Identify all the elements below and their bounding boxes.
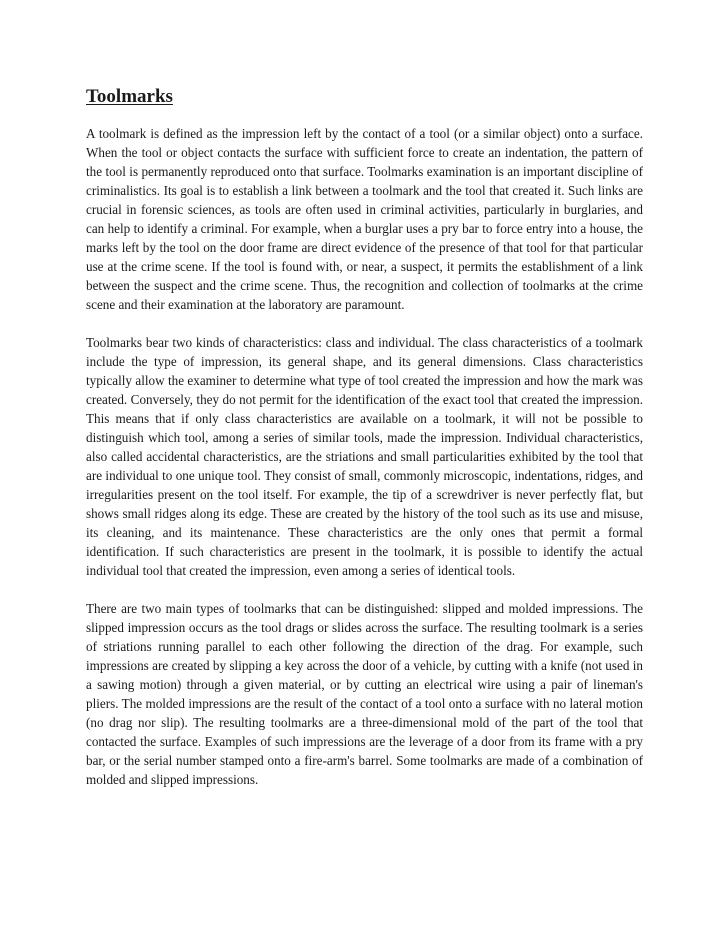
document-title: Toolmarks xyxy=(86,86,173,107)
paragraph-definition: A toolmark is defined as the impression left by the contact of a tool (or a similar object) onto a surface. When the tool or object contacts the surface with sufficient force to create an indentation, the pattern of the tool is permanently reproduced onto that surface. Toolmarks examination is an important discipline of criminalistics. Its goal is to establish a link between a toolmark and the tool that created it. Such links are crucial in forensic sciences, as tools are often used in criminal activities, particularly in burglaries, and can help to identify a criminal. For example, when a burglar uses a pry bar to force entry into a house, the marks left by the tool on the door frame are direct evidence of the presence of that tool for that particular use at the crime scene. If the tool is found with, or near, a suspect, it permits the establishment of a link between the suspect and the crime scene. Thus, the recognition and collection of toolmarks at the crime scene and their examination at the laboratory are paramount. xyxy=(86,126,643,312)
document-page xyxy=(86,84,643,808)
paragraph-characteristics: Toolmarks bear two kinds of characteristics: class and individual. The class characteristics of a toolmark include the type of impression, its general shape, and its general dimensions. Class characteristics typically allow the examiner to determine what type of tool created the impression and how the mark was created. Conversely, they do not permit for the identification of the exact tool that created the impression. This means that if only class characteristics are available on a toolmark, it will not be possible to distinguish which tool, among a series of similar tools, made the impression. Individual characteristics, also called accidental characteristics, are the striations and small particularities exhibited by the tool that are individual to one unique tool. They consist of small, commonly microscopic, indentations, ridges, and irregularities present on the tool itself. For example, the tip of a screwdriver is never perfectly flat, but shows small ridges along its edge. These are created by the history of the tool such as its use and misuse, its cleaning, and its maintenance. These characteristics are the only ones that permit a formal identification. If such characteristics are present in the toolmark, it is possible to identify the actual individual tool that created the impression, even among a series of identical tools. xyxy=(86,335,643,578)
paragraph-types: There are two main types of toolmarks that can be distinguished: slipped and molded impressions. The slipped impression occurs as the tool drags or slides across the surface. The resulting toolmark is a series of striations running parallel to each other following the direction of the drag. For example, such impressions are created by slipping a key across the door of a vehicle, by cutting with a knife (not used in a sawing motion) through a given material, or by cutting an electrical wire using a pair of lineman's pliers. The molded impressions are the result of the contact of a tool onto a surface with no lateral motion (no drag nor slip). The resulting toolmarks are a three-dimensional mold of the part of the tool that contacted the surface. Examples of such impressions are the leverage of a door from its frame with a pry bar, or the serial number stamped onto a fire-arm's barrel. Some toolmarks are made of a combination of molded and slipped impressions. xyxy=(86,601,643,787)
